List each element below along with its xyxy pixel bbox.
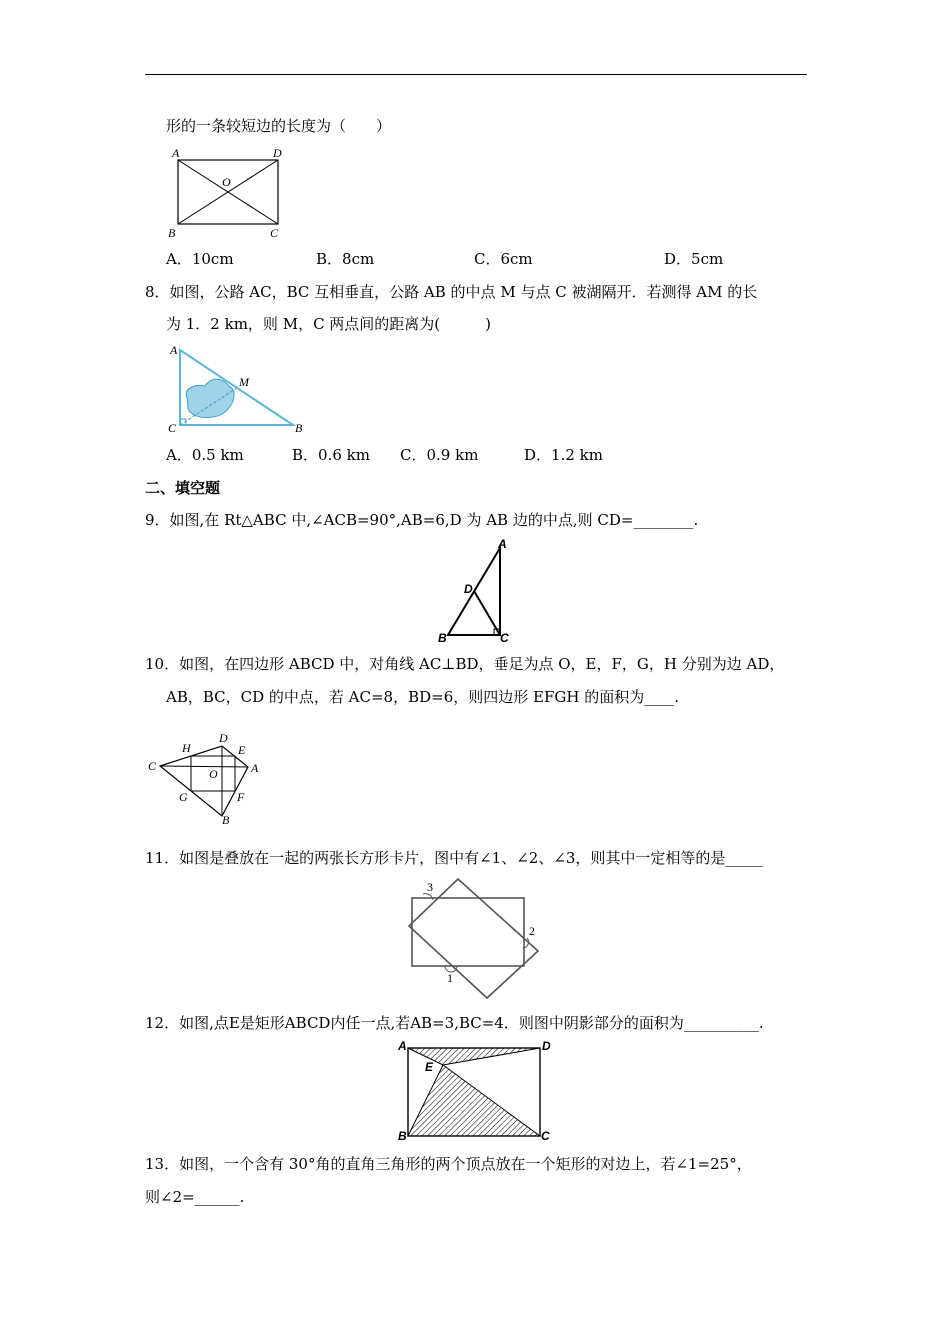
q10-text-line1: 10．如图，在四边形 ABCD 中，对角线 AC⊥BD，垂足为点 O，E，F，G，H 分别为边 AD，	[145, 655, 785, 673]
q7-option-c[interactable]: C．6cm	[474, 250, 533, 268]
q11-figure-cards	[405, 874, 550, 1002]
q8-figure-lake	[165, 340, 315, 436]
q10-label-A: A	[251, 761, 259, 775]
q8-label-B: B	[295, 421, 303, 435]
q12-label-D: D	[542, 1039, 551, 1053]
q8-option-a[interactable]: A．0.5 km	[166, 446, 244, 464]
q12-label-C: C	[541, 1129, 550, 1143]
q10-label-H: H	[182, 741, 191, 755]
q8-text-line1: 8．如图，公路 AC，BC 互相垂直，公路 AB 的中点 M 与点 C 被湖隔开．若测得 AM 的长	[145, 283, 758, 301]
q8-text-line2: 为 1．2 km，则 M，C 两点间的距离为( )	[166, 315, 492, 333]
q7-option-a[interactable]: A．10cm	[166, 250, 234, 268]
section-title-fill-in: 二、填空题	[145, 479, 221, 497]
q10-label-B: B	[222, 813, 230, 827]
q9-label-D: D	[464, 582, 473, 596]
q9-label-A: A	[498, 537, 507, 551]
q12-text: 12．如图,点E是矩形ABCD内任一点,若AB=3,BC=4．则图中阴影部分的面积为__________.	[145, 1014, 764, 1032]
q7-label-C: C	[270, 226, 279, 240]
q13-text-line2: 则∠2=______.	[145, 1188, 245, 1206]
q7-option-d[interactable]: D．5cm	[664, 250, 724, 268]
q12-label-A: A	[398, 1039, 407, 1053]
q8-option-c[interactable]: C．0.9 km	[400, 446, 479, 464]
q10-label-E: E	[238, 743, 246, 757]
q10-label-C: C	[148, 759, 157, 773]
q7-label-B: B	[168, 226, 176, 240]
q10-figure-quadrilateral	[145, 728, 275, 828]
q13-text-line1: 13．如图，一个含有 30°角的直角三角形的两个顶点放在一个矩形的对边上，若∠1=25°，	[145, 1155, 752, 1173]
q12-label-E: E	[425, 1060, 434, 1074]
q9-label-C: C	[500, 631, 509, 645]
q11-label-3: 3	[427, 880, 433, 894]
q9-figure-triangle	[430, 538, 520, 646]
header-rule	[145, 74, 807, 75]
q10-label-O: O	[209, 767, 218, 781]
q12-label-B: B	[398, 1129, 407, 1143]
q7-label-D: D	[273, 146, 282, 160]
q8-option-d[interactable]: D．1.2 km	[524, 446, 603, 464]
q11-label-2: 2	[529, 924, 535, 938]
q7-label-O: O	[222, 175, 231, 189]
q8-option-b[interactable]: B．0.6 km	[292, 446, 370, 464]
q7-option-b[interactable]: B．8cm	[316, 250, 375, 268]
q8-label-M: M	[239, 375, 249, 389]
q10-label-F: F	[237, 790, 245, 804]
q7-text: 形的一条较短边的长度为（ ）	[166, 117, 392, 135]
q7-label-A: A	[172, 146, 180, 160]
q8-label-C: C	[168, 421, 177, 435]
q10-text-line2: AB，BC，CD 的中点，若 AC=8，BD=6，则四边形 EFGH 的面积为____.	[166, 688, 679, 706]
q12-figure-rectangle	[395, 1038, 560, 1146]
q11-text: 11．如图是叠放在一起的两张长方形卡片，图中有∠1、∠2、∠3，则其中一定相等的是_____	[145, 849, 763, 867]
q9-text: 9．如图,在 Rt△ABC 中,∠ACB=90°,AB=6,D 为 AB 边的中点,则 CD=________.	[145, 511, 699, 529]
q8-label-A: A	[170, 343, 178, 357]
q11-label-1: 1	[447, 971, 453, 985]
q10-label-G: G	[179, 790, 188, 804]
q10-label-D: D	[219, 731, 228, 745]
q7-figure-rectangle	[165, 145, 295, 241]
q9-label-B: B	[438, 631, 447, 645]
